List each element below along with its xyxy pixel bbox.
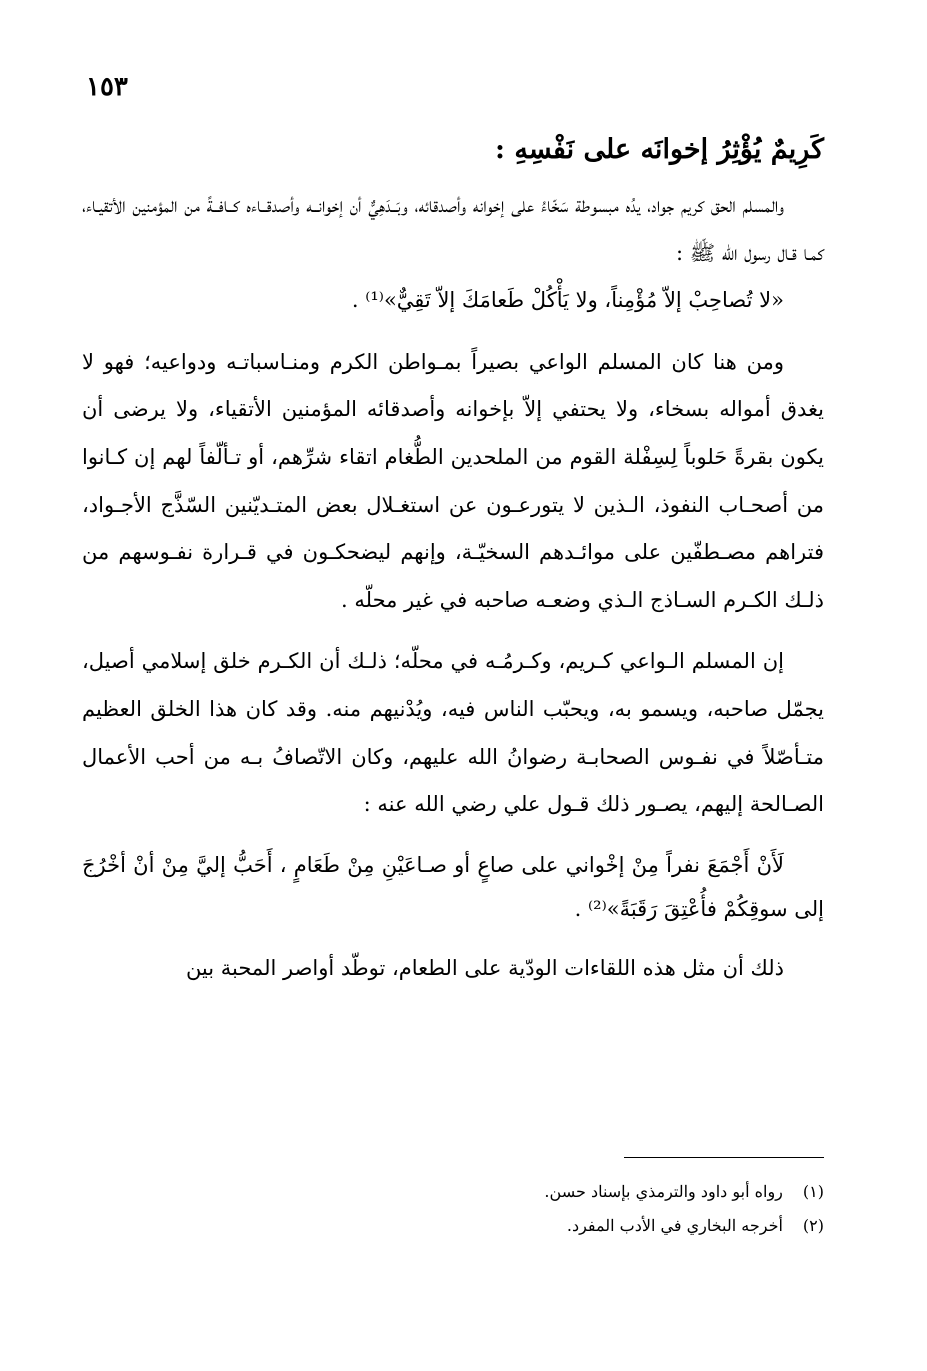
page-number: ١٥٣ (86, 72, 128, 102)
section-heading: كَرِيمٌ يُؤْثِرُ إخوانَه على نَفْسِهِ : (495, 134, 824, 165)
footnote-2 (82, 1209, 824, 1243)
footnote-text: رواه أبو داود والترمذي بإسناد حسن. (544, 1182, 783, 1201)
hadith-quote: «لا تُصاحِبْ إلاّ مُؤْمِناً، ولا يَأْكُلْ طَعامَكَ إلاّ تَقِيٌّ»⁽¹⁾ . (351, 288, 784, 313)
footnote-text: أخرجه البخاري في الأدب المفرد. (566, 1216, 783, 1235)
paragraph-intro: والمسلم الحق كريم جواد، يدُه مبسوطة سَخّاءُ على إخوانه وأصدقائه، وبَــدَهِيٌّ أن إخوانــه وأصدقــاءه كــافــةً من المؤمنين الأتقيـاء، كمـا قـال رسول الله ﷺ : (82, 193, 824, 265)
paragraph-aware-muslim: ومن هنا كان المسلم الواعي بصيراً بمـواطن الكرم ومنـاسباتـه ودواعيه؛ فهو لا يغدق أمواله بسخاء، ولا يحتفي إلاّ بإخوانه وأصدقائه المؤمنين الأتقياء، ولا يرضى أن يكون بقرةً حَلوباً لِسِفْلة القوم من الملحدين الطُّغام اتقاء شرِّهم، أو تـألّفاً لهم إن كـانوا من أصحـاب النفوذ، الـذين لا يتورعـون عن استغـلال بعض المتـديّنين السّذَّج الأجـواد، فتراهم مصـطفّين على موائـدهم السخيّـة، وإنهم ليضحكـون في قـرارة نفـوسهم من ذلـك الكـرم السـاذج الـذي وضعـه صاحبه في غير محلّه . (82, 349, 824, 612)
page-body (82, 128, 824, 992)
footnote-number: (١) (802, 1182, 824, 1201)
ali-quote: لَأَنْ أَجْمَعَ نفراً مِنْ إخْواني على صاعٍ أو صـاعَيْنِ مِنْ طَعَامٍ ، أَحَبُّ إليَّ مِنْ أنْ أخْرُجَ إلى سوقِكُمْ فأُعْتِقَ رَقَبَةً»⁽²⁾ . (82, 852, 824, 921)
footnotes (82, 1175, 824, 1243)
paragraph-generosity: إن المسلم الـواعي كـريم، وكـرمُـه في محلّه؛ ذلـك أن الكـرم خلق إسلامي أصيل، يجمّل صاحبه، ويسمو به، ويحبّب الناس فيه، ويُدْنيهم منه. وقد كان هذا الخلق العظيم متـأصّلاً في نفـوس الصحابـة رضوانُ الله عليهم، وكان الاتّصافُ بـه من أحب الأعمال الصـالحة إليهم، يصـور ذلك قـول علي رضي الله عنه : (82, 649, 824, 817)
footnote-divider (624, 1157, 824, 1158)
footnote-number: (٢) (802, 1216, 824, 1235)
footnote-1 (82, 1175, 824, 1209)
paragraph-closing: ذلك أن مثل هذه اللقاءات الودّية على الطعام، توطّد أواصر المحبة بين (185, 955, 784, 980)
